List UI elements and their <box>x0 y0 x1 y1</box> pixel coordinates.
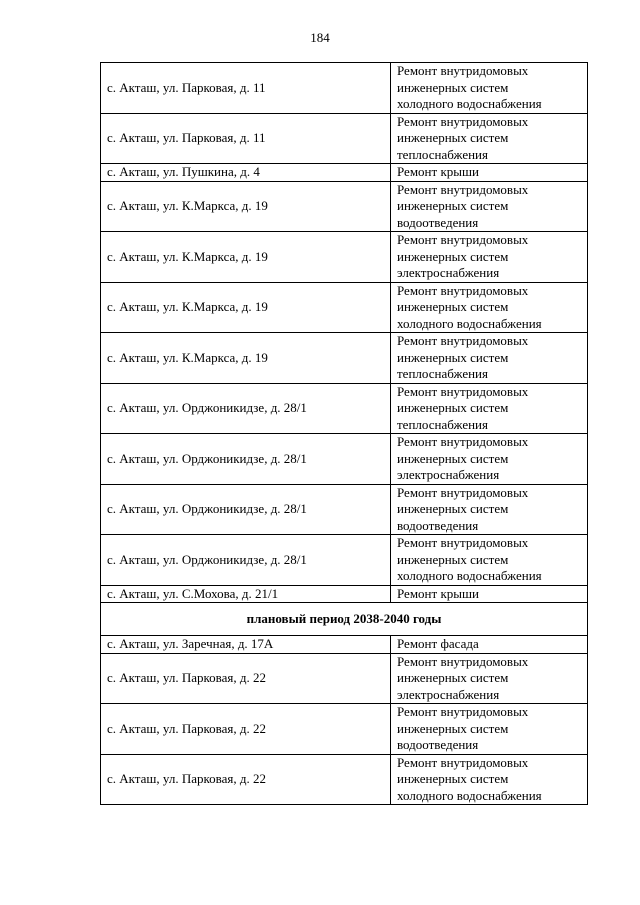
period-heading: плановый период 2038-2040 годы <box>101 603 588 636</box>
work-type-cell: Ремонт внутридомовых инженерных систем теплоснабжения <box>391 333 588 384</box>
page-number: 184 <box>310 30 330 45</box>
address-cell: с. Акташ, ул. К.Маркса, д. 19 <box>101 181 391 232</box>
table-row <box>101 282 588 333</box>
table-row <box>101 113 588 164</box>
work-type-cell: Ремонт внутридомовых инженерных систем электроснабжения <box>391 232 588 283</box>
table-row <box>101 754 588 805</box>
work-type-cell: Ремонт внутридомовых инженерных систем теплоснабжения <box>391 383 588 434</box>
table-row <box>101 704 588 755</box>
work-type-cell: Ремонт внутридомовых инженерных систем холодного водоснабжения <box>391 535 588 586</box>
work-type-cell: Ремонт внутридомовых инженерных систем водоотведения <box>391 484 588 535</box>
table-row <box>101 164 588 182</box>
work-type-cell: Ремонт внутридомовых инженерных систем водоотведения <box>391 704 588 755</box>
address-cell: с. Акташ, ул. Пушкина, д. 4 <box>101 164 391 182</box>
repair-works-table <box>100 62 588 805</box>
table-row <box>101 653 588 704</box>
address-cell: с. Акташ, ул. С.Мохова, д. 21/1 <box>101 585 391 603</box>
table-row <box>101 232 588 283</box>
address-cell: с. Акташ, ул. Парковая, д. 11 <box>101 113 391 164</box>
work-type-cell: Ремонт внутридомовых инженерных систем холодного водоснабжения <box>391 282 588 333</box>
address-cell: с. Акташ, ул. Парковая, д. 11 <box>101 63 391 114</box>
address-cell: с. Акташ, ул. Орджоникидзе, д. 28/1 <box>101 434 391 485</box>
table-row <box>101 636 588 654</box>
work-type-cell: Ремонт внутридомовых инженерных систем теплоснабжения <box>391 113 588 164</box>
table-body <box>101 63 588 805</box>
table-row <box>101 333 588 384</box>
work-type-cell: Ремонт крыши <box>391 585 588 603</box>
work-type-cell: Ремонт крыши <box>391 164 588 182</box>
period-heading-row <box>101 603 588 636</box>
address-cell: с. Акташ, ул. К.Маркса, д. 19 <box>101 232 391 283</box>
work-type-cell: Ремонт внутридомовых инженерных систем холодного водоснабжения <box>391 63 588 114</box>
address-cell: с. Акташ, ул. Орджоникидзе, д. 28/1 <box>101 383 391 434</box>
table-row <box>101 63 588 114</box>
work-type-cell: Ремонт внутридомовых инженерных систем электроснабжения <box>391 653 588 704</box>
address-cell: с. Акташ, ул. Орджоникидзе, д. 28/1 <box>101 484 391 535</box>
table-row <box>101 484 588 535</box>
address-cell: с. Акташ, ул. Заречная, д. 17А <box>101 636 391 654</box>
table-row <box>101 535 588 586</box>
address-cell: с. Акташ, ул. К.Маркса, д. 19 <box>101 282 391 333</box>
work-type-cell: Ремонт внутридомовых инженерных систем холодного водоснабжения <box>391 754 588 805</box>
work-type-cell: Ремонт внутридомовых инженерных систем водоотведения <box>391 181 588 232</box>
address-cell: с. Акташ, ул. Парковая, д. 22 <box>101 754 391 805</box>
address-cell: с. Акташ, ул. Орджоникидзе, д. 28/1 <box>101 535 391 586</box>
work-type-cell: Ремонт внутридомовых инженерных систем электроснабжения <box>391 434 588 485</box>
address-cell: с. Акташ, ул. К.Маркса, д. 19 <box>101 333 391 384</box>
address-cell: с. Акташ, ул. Парковая, д. 22 <box>101 704 391 755</box>
table-row <box>101 181 588 232</box>
table-row <box>101 434 588 485</box>
address-cell: с. Акташ, ул. Парковая, д. 22 <box>101 653 391 704</box>
table-row <box>101 585 588 603</box>
table-row <box>101 383 588 434</box>
work-type-cell: Ремонт фасада <box>391 636 588 654</box>
